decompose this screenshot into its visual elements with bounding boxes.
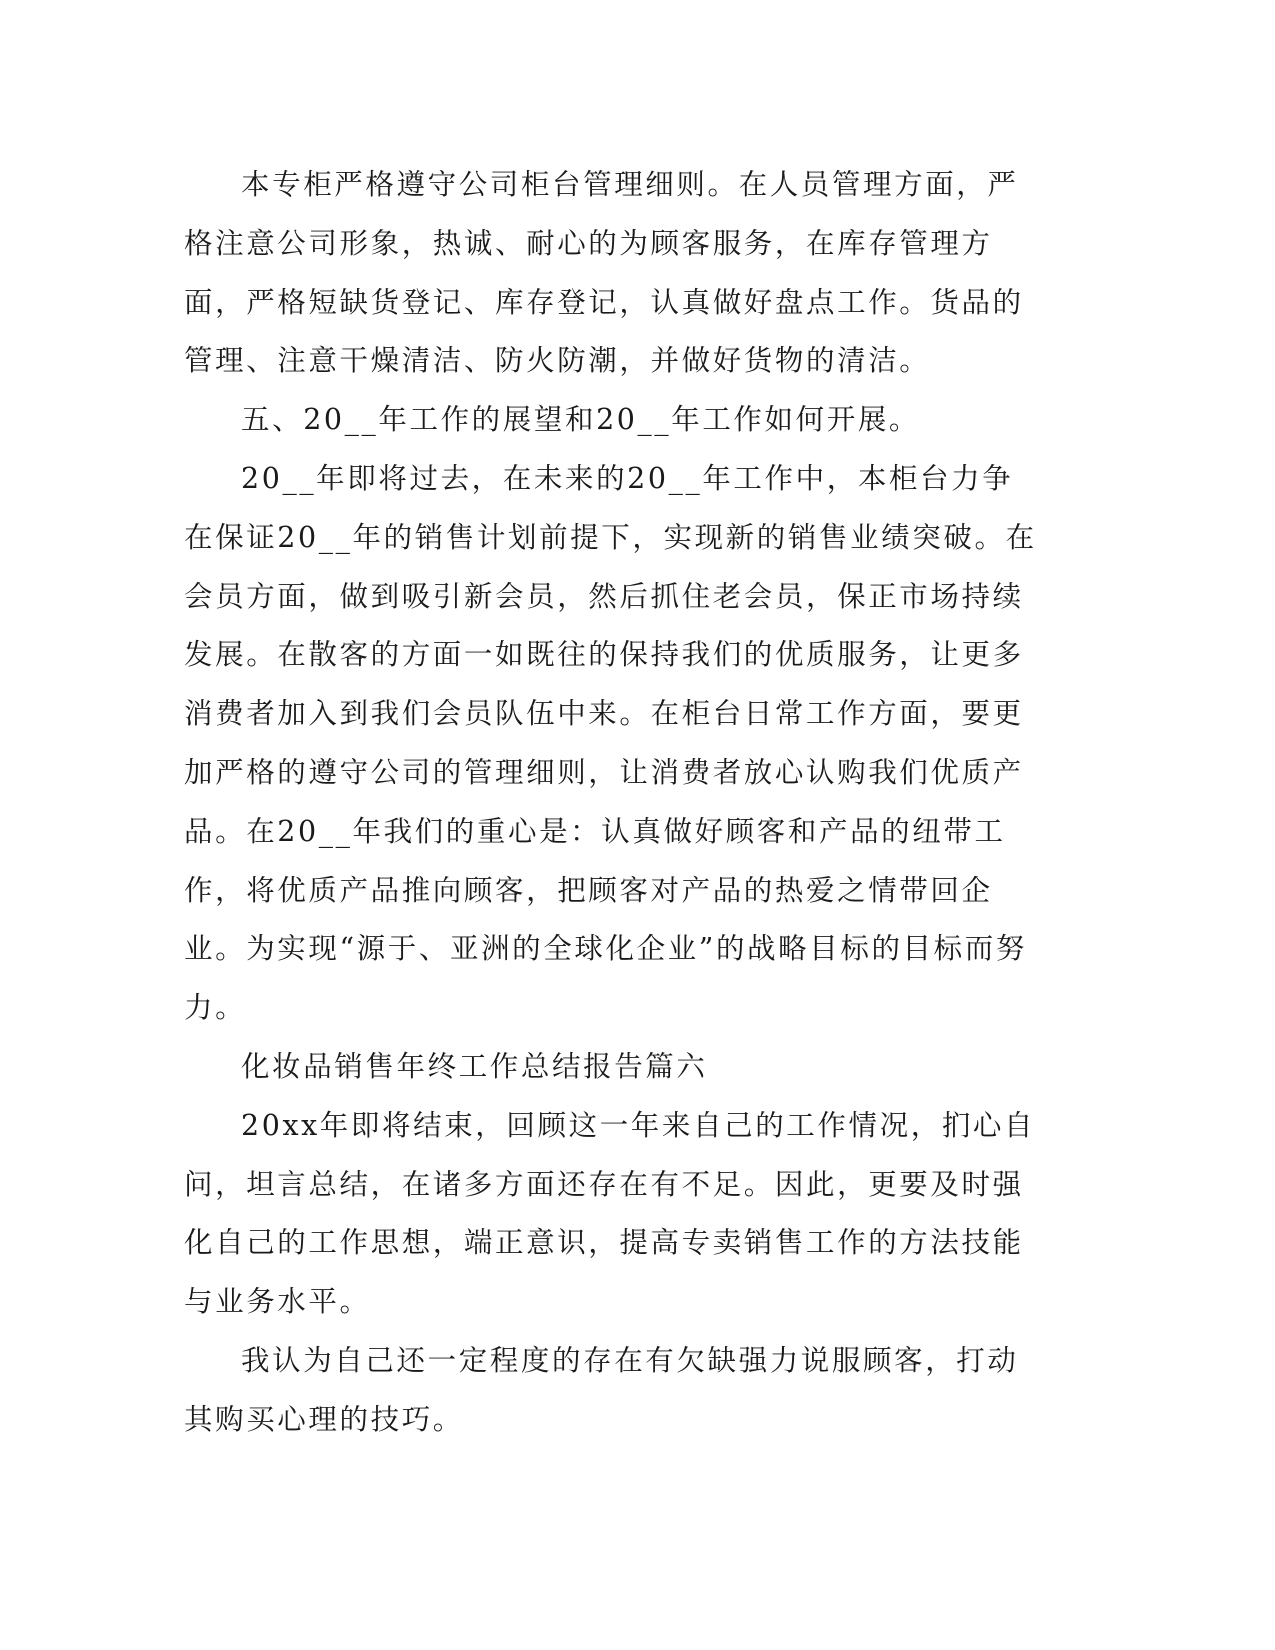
document-body — [184, 156, 1044, 1450]
paragraph-section-five-heading: 五、20__年工作的展望和20__年工作如何开展。 — [241, 403, 921, 437]
paragraph-next-year-plan: 20__年即将过去，在未来的20__年工作中，本柜台力争在保证20__年的销售计划前提下，实现新的销售业绩突破。在会员方面，做到吸引新会员，然后抓住老会员，保正市场持续发展。在散客的方面一如既往的保持我们的优质服务，让更多消费者加入到我们会员队伍中来。在柜台日常工作方面，要更加严格的遵守公司的管理细则，让消费者放心认购我们优质产品。在20__年我们的重心是：认真做好顾客和产品的纽带工作，将优质产品推向顾客，把顾客对产品的热爱之情带回企业。为实现“源于、亚洲的全球化企业”的战略目标的目标而努力。 — [184, 461, 1037, 1025]
paragraph-self-assessment: 我认为自己还一定程度的存在有欠缺强力说服顾客，打动其购买心理的技巧。 — [184, 1343, 1019, 1436]
paragraph-counter-management: 本专柜严格遵守公司柜台管理细则。在人员管理方面，严格注意公司形象，热诚、耐心的为顾客服务，在库存管理方面，严格短缺货登记、库存登记，认真做好盘点工作。货品的管理、注意干燥清洁、防火防潮，并做好货物的清洁。 — [184, 168, 1024, 378]
paragraph-report-title-part-six: 化妆品销售年终工作总结报告篇六 — [241, 1049, 708, 1083]
paragraph-year-end-review: 20xx年即将结束，回顾这一年来自己的工作情况，扪心自问，坦言总结，在诸多方面还存在有不足。因此，更要及时强化自己的工作思想，端正意识，提高专卖销售工作的方法技能与业务水平。 — [184, 1108, 1036, 1319]
